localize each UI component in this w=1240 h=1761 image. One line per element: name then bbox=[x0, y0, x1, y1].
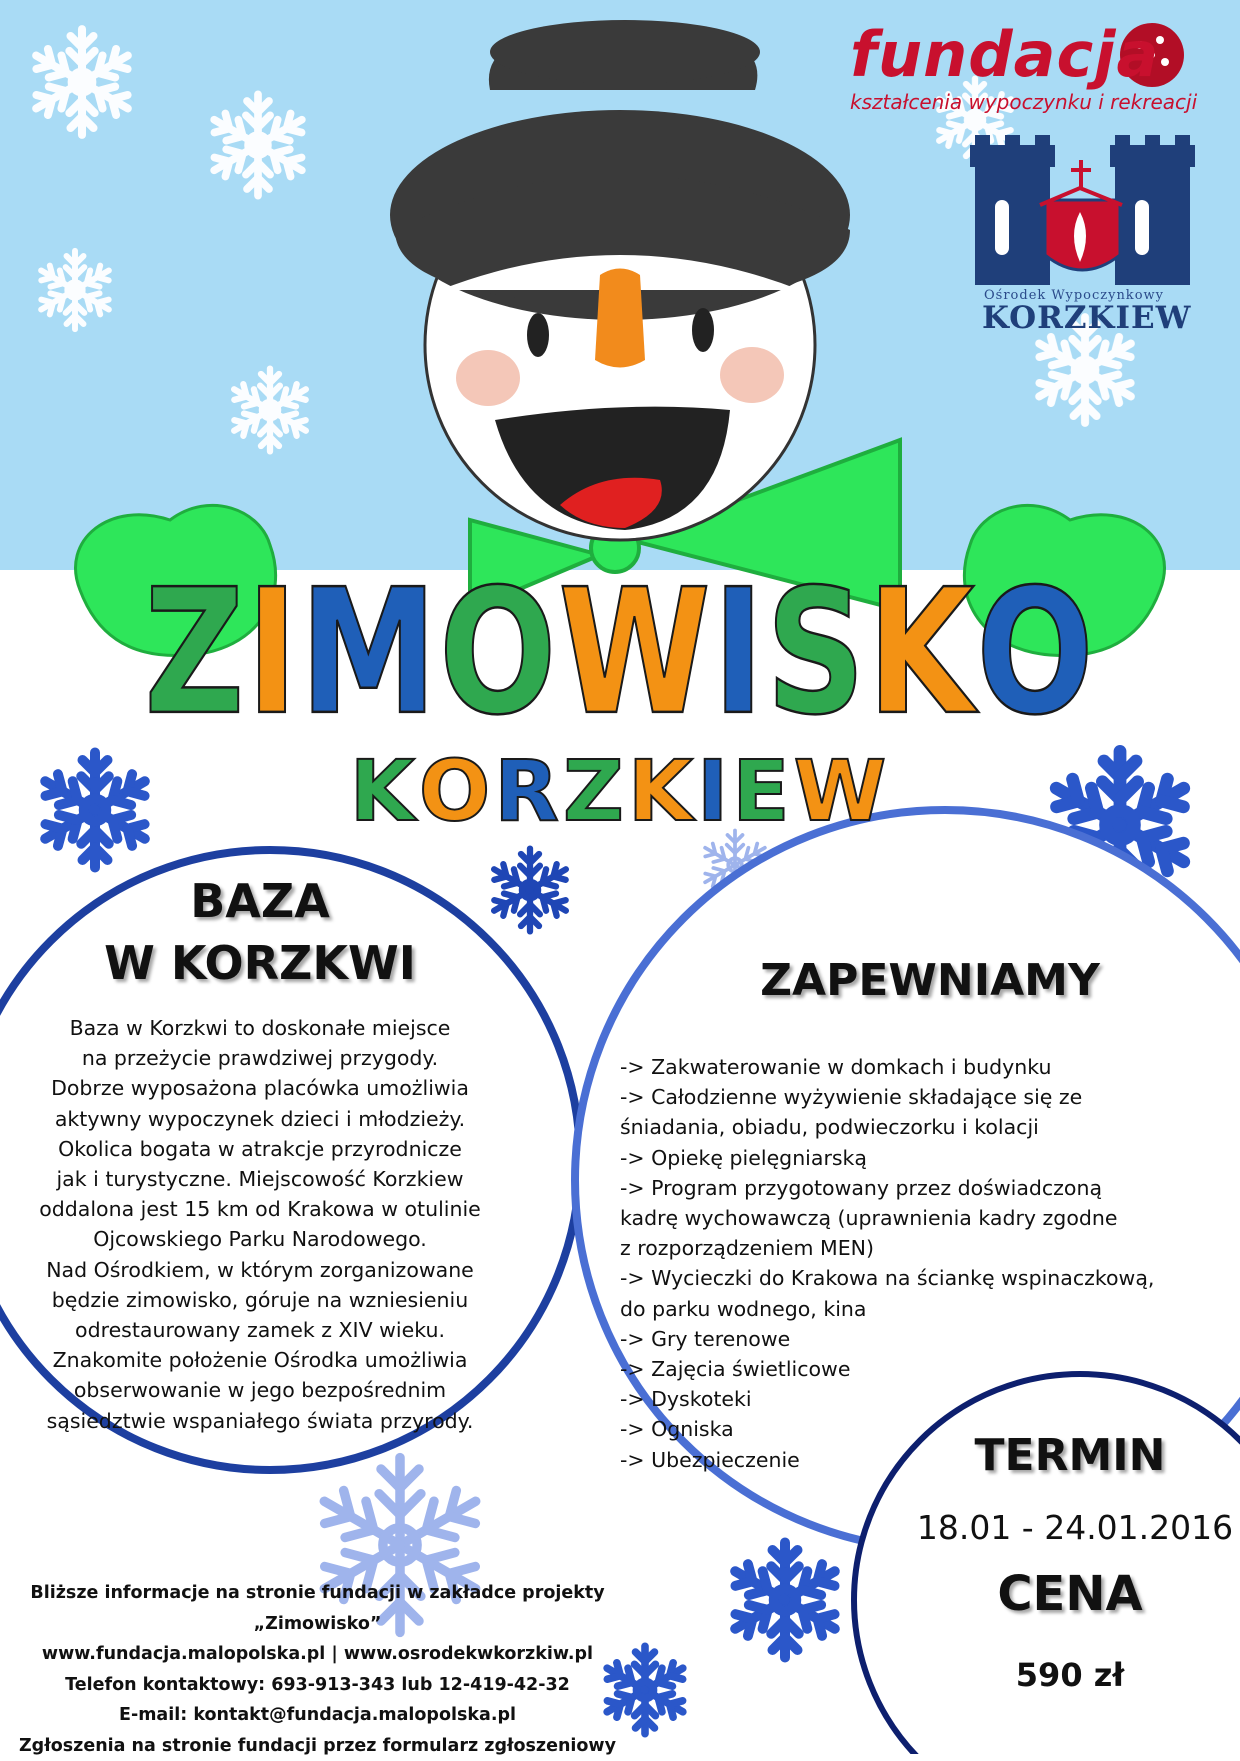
headline-letter: Z bbox=[144, 552, 246, 753]
fundacja-logo-title: fundacja bbox=[850, 18, 1159, 91]
footer-line: www.fundacja.malopolska.pl | www.osrodekwkorzkiw.pl bbox=[0, 1639, 635, 1670]
headline-korzkiew bbox=[0, 742, 1240, 840]
headline-letter: O bbox=[439, 552, 558, 753]
list-item: z rozporządzeniem MEN) bbox=[620, 1233, 1240, 1263]
baza-text-line: sąsiedztwie wspaniałego świata przyrody. bbox=[0, 1406, 520, 1436]
baza-text-line: Znakomite położenie Ośrodka umożliwia bbox=[0, 1345, 520, 1375]
snowflake-icon bbox=[229, 369, 311, 452]
list-item: -> Zajęcia świetlicowe bbox=[620, 1354, 1240, 1384]
korzkiew-castle-logo bbox=[970, 135, 1195, 285]
right-eye bbox=[692, 308, 714, 352]
footer-line: Telefon kontaktowy: 693-913-343 lub 12-419-42-32 bbox=[0, 1670, 635, 1701]
headline-letter: K bbox=[867, 552, 976, 753]
snowflake-icon bbox=[208, 94, 308, 195]
headline-letter: W bbox=[558, 552, 712, 753]
headline-letter: I bbox=[697, 742, 732, 840]
list-item: -> Całodzienne wyżywienie składające się ze bbox=[620, 1082, 1240, 1112]
list-item: -> Opiekę pielęgniarską bbox=[620, 1143, 1240, 1173]
baza-description bbox=[0, 1013, 520, 1436]
headline-letter: O bbox=[419, 742, 494, 840]
headline-letter: I bbox=[246, 552, 299, 753]
headline-letter: E bbox=[732, 742, 793, 840]
fundacja-logo-subtitle: kształcenia wypoczynku i rekreacji bbox=[850, 90, 1197, 114]
left-eye bbox=[527, 313, 549, 357]
headline-letter: O bbox=[976, 552, 1095, 753]
headline-letter: Z bbox=[563, 742, 628, 840]
snowflake-icon bbox=[489, 849, 571, 932]
headline-letter: I bbox=[713, 552, 766, 753]
headline-letter: M bbox=[300, 552, 439, 753]
baza-text-line: Dobrze wyposażona placówka umożliwia bbox=[0, 1073, 520, 1103]
baza-text-line: oddalona jest 15 km od Krakowa w otulinie bbox=[0, 1194, 520, 1224]
cena-value: 590 zł bbox=[870, 1656, 1240, 1694]
list-item: -> Program przygotowany przez doświadczoną bbox=[620, 1173, 1240, 1203]
footer-line: Zgłoszenia na stronie fundacji przez formularz zgłoszeniowy bbox=[0, 1731, 635, 1761]
headline-letter: W bbox=[794, 742, 891, 840]
list-item: -> Gry terenowe bbox=[620, 1324, 1240, 1354]
baza-title bbox=[35, 870, 485, 994]
footer-line: E-mail: kontakt@fundacja.malopolska.pl bbox=[0, 1700, 635, 1731]
cena-title: CENA bbox=[870, 1566, 1240, 1622]
osrodek-name: KORZKIEW bbox=[982, 300, 1191, 336]
list-item: śniadania, obiadu, podwieczorku i kolacji bbox=[620, 1112, 1240, 1142]
list-item: -> Zakwaterowanie w domkach i budynku bbox=[620, 1052, 1240, 1082]
baza-text-line: na przeżycie prawdziwej przygody. bbox=[0, 1043, 520, 1073]
list-item: do parku wodnego, kina bbox=[620, 1294, 1240, 1324]
headline-letter: K bbox=[628, 742, 697, 840]
termin-date: 18.01 - 24.01.2016 bbox=[870, 1508, 1240, 1547]
baza-text-line: obserwowanie w jego bezpośrednim bbox=[0, 1375, 520, 1405]
list-item: kadrę wychowawczą (uprawnienia kadry zgodne bbox=[620, 1203, 1240, 1233]
baza-text-line: Baza w Korzkwi to doskonałe miejsce bbox=[0, 1013, 520, 1043]
baza-title-line2: W KORZKWI bbox=[35, 932, 485, 994]
baza-text-line: Ojcowskiego Parku Narodowego. bbox=[0, 1224, 520, 1254]
osrodek-label: Ośrodek Wypoczynkowy bbox=[984, 288, 1164, 303]
baza-title-line1: BAZA bbox=[35, 870, 485, 932]
baza-text-line: Okolica bogata w atrakcje przyrodnicze bbox=[0, 1134, 520, 1164]
baza-text-line: aktywny wypoczynek dzieci i młodzieży. bbox=[0, 1104, 520, 1134]
snowflake-icon bbox=[30, 29, 134, 135]
headline-zimowisko bbox=[0, 572, 1240, 733]
snowflake-icon bbox=[728, 1543, 841, 1658]
list-item: -> Ogniska bbox=[620, 1414, 1240, 1444]
headline-letter: S bbox=[766, 552, 867, 753]
headline-letter: K bbox=[350, 742, 419, 840]
list-item: -> Wycieczki do Krakowa na ściankę wspinaczkową, bbox=[620, 1263, 1240, 1293]
list-item: -> Dyskoteki bbox=[620, 1384, 1240, 1414]
headline-letter: R bbox=[494, 742, 563, 840]
footer-contact-info bbox=[0, 1578, 635, 1761]
carrot-nose bbox=[595, 269, 645, 368]
baza-text-line: odrestaurowany zamek z XIV wieku. bbox=[0, 1315, 520, 1345]
termin-title: TERMIN bbox=[870, 1430, 1240, 1481]
baza-text-line: Nad Ośrodkiem, w którym zorganizowane bbox=[0, 1255, 520, 1285]
hat-top bbox=[490, 20, 760, 84]
baza-text-line: jak i turystyczne. Miejscowość Korzkiew bbox=[0, 1164, 520, 1194]
zapewniamy-list bbox=[620, 1052, 1240, 1475]
zapewniamy-title: ZAPEWNIAMY bbox=[700, 955, 1160, 1006]
baza-text-line: będzie zimowisko, góruje na wzniesieniu bbox=[0, 1285, 520, 1315]
footer-line: Bliższe informacje na stronie fundacji w zakładce projekty „Zimowisko” bbox=[0, 1578, 635, 1639]
list-item: -> Ubezpieczenie bbox=[620, 1445, 1240, 1475]
snowflake-icon bbox=[36, 251, 113, 329]
